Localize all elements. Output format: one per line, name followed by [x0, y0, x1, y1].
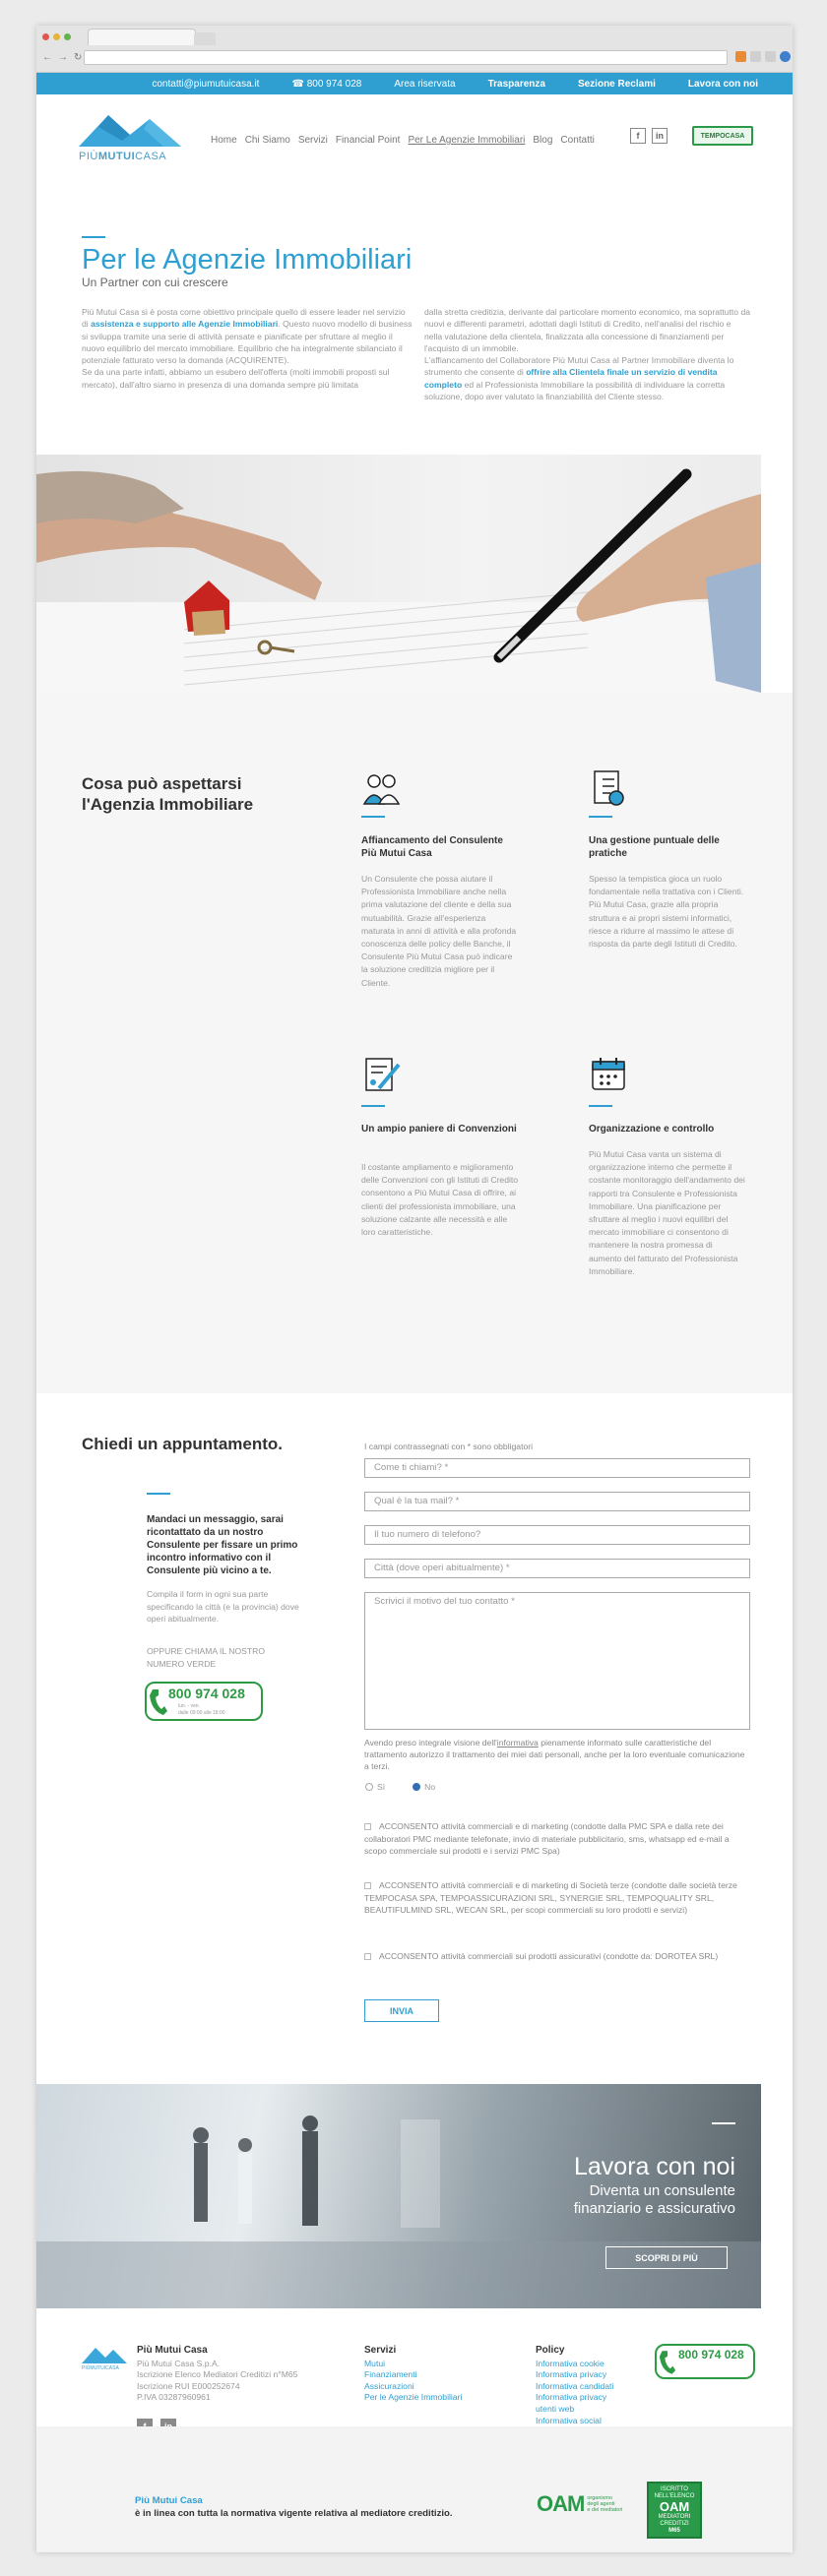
name-input[interactable]: Come ti chiami? * [364, 1458, 750, 1478]
features-heading: Cosa può aspettarsi l'Agenzia Immobiliare [82, 774, 254, 814]
calendar-icon [589, 1055, 628, 1094]
banner-title: Lavora con noi [573, 2153, 735, 2180]
privacy-link[interactable]: informativa [496, 1738, 539, 1748]
rss-icon[interactable] [735, 51, 746, 62]
nav-blog[interactable]: Blog [533, 135, 553, 146]
intro-highlight: assistenza e supporto alle Agenzie Immobiliari [91, 319, 279, 330]
footer-link[interactable]: Informativa cookie [536, 2358, 604, 2368]
feature-text: Spesso la tempistica gioca un ruolo fondamentale nella trattativa con i Clienti. Più Mutui Casa, grazie alla propria struttura e ai propri sistemi informatici, riesce a ridurre al massimo le attese di risposta da parte degli Istituti di Credito. [589, 874, 744, 950]
radio-button[interactable] [365, 1783, 373, 1791]
footer-green-number[interactable]: 800 974 028 [655, 2344, 755, 2379]
nav-servizi[interactable]: Servizi [297, 135, 328, 146]
footer-link[interactable]: Informativa social [536, 2415, 602, 2425]
nav-chi-siamo[interactable]: Chi Siamo [244, 135, 290, 146]
feature-accent-line [589, 816, 612, 818]
feature-title: Organizzazione e controllo [589, 1124, 715, 1135]
consent-third-party[interactable]: ACCONSENTO attività commerciali e di marketing di Società terze (condotte dalle società terze TEMPOCASA SPA, TEMPOASSICURAZIONI SRL, SYNERGIE SRL, TEMPOQUALITY SRL, BEAUTIFULMIND SRL, WECAN SRL, per scopi commerciali su loro prodotti e servizi) [364, 1880, 737, 1916]
phone-input[interactable]: Il tuo numero di telefono? [364, 1525, 750, 1545]
footer-link[interactable]: Per le Agenzie Immobiliari [364, 2392, 463, 2403]
feature-text: Il costante ampliamento e miglioramento delle Convenzioni con gli Istituti di Credito consentono a Più Mutui Casa di offrire, ai clienti del professionista immobiliare, una soluzione calzante alle necessità e alle loro caratteristiche. [361, 1162, 519, 1238]
contact-heading: Chiedi un appuntamento. [82, 1435, 283, 1453]
browser-nav [42, 52, 82, 63]
logo-text: PIÙMUTUICASA [79, 151, 167, 162]
feature-title: Un ampio paniere di Convenzioni [361, 1124, 517, 1135]
browser-extensions [735, 51, 791, 62]
city-input[interactable]: Città (dove operi abitualmente) * [364, 1559, 750, 1578]
browser-chrome [36, 26, 793, 73]
main-nav [211, 135, 595, 146]
browser-window [36, 26, 793, 2552]
feature-title: Affiancamento del Consulente Più Mutui Casa [361, 835, 503, 859]
careers-banner [36, 2084, 761, 2308]
extension-icon[interactable] [750, 51, 761, 62]
extension-icon[interactable] [765, 51, 776, 62]
hands-signing-illustration [36, 455, 761, 693]
contact-accent-line [147, 1493, 170, 1495]
feature-title: Una gestione puntuale delle pratiche [589, 835, 720, 859]
nav-home[interactable]: Home [211, 135, 237, 146]
tempocasa-badge[interactable]: TEMPOCASA [692, 126, 753, 146]
phone-link[interactable]: ☎ 800 974 028 [291, 78, 362, 90]
radio-no[interactable]: No [413, 1782, 435, 1792]
forward-arrow-icon[interactable]: → [58, 52, 68, 63]
title-accent-line [82, 236, 105, 238]
feature-text: Un Consulente che possa aiutare il Professionista Immobiliare anche nella prima valutazione del cliente e della sua mutuabilità. Grazie all'esperienza maturata in anni di attività e alla profonda conoscenza delle policy delle Banche, il Consulente Più Mutui Casa può indicare la soluzione creditizia migliore per il Cliente. [361, 874, 517, 988]
topbar-sezione-reclami[interactable]: Sezione Reclami [577, 78, 656, 90]
footer-link[interactable]: Mutui [364, 2358, 386, 2368]
oam-registration-badge[interactable]: ISCRITTO NELL'ELENCO OAM MEDIATORI CREDITIZI M65 [647, 2482, 702, 2539]
message-textarea[interactable]: Scrivici il motivo del tuo contatto * [364, 1592, 750, 1730]
back-arrow-icon[interactable]: ← [42, 52, 52, 63]
contract-icon [361, 1055, 401, 1094]
oam-logo[interactable]: OAM organismo degli agenti e dei mediatori [537, 2491, 623, 2516]
footer-link[interactable]: Finanziamenti [364, 2369, 417, 2380]
footer-link[interactable]: Assicurazioni [364, 2380, 414, 2391]
topbar-area-riservata[interactable]: Area riservata [394, 78, 456, 90]
discover-more-button[interactable]: SCOPRI DI PIÙ [605, 2246, 728, 2269]
feature-accent-line [361, 1105, 385, 1107]
call-us-text: OPPURE CHIAMA IL NOSTRO NUMERO VERDE [147, 1646, 266, 1669]
page-title: Per le Agenzie Immobiliari [82, 244, 413, 276]
profile-icon[interactable] [780, 51, 791, 62]
submit-button[interactable]: INVIA [364, 1999, 439, 2022]
topbar-trasparenza[interactable]: Trasparenza [487, 78, 545, 90]
footer-company: Più Mutui Casa Più Mutui Casa S.p.A. Iscrizione Elenco Mediatori Creditizi n°M65 Iscrizione RUI E000252674 P.IVA 03287960961 [137, 2345, 298, 2403]
privacy-radio-group [365, 1782, 435, 1792]
footer-link[interactable]: Informativa privacy utenti web [536, 2392, 607, 2414]
consent-checkbox[interactable] [364, 1882, 371, 1889]
required-fields-note: I campi contrassegnati con * sono obbligatori [364, 1441, 534, 1451]
phone-icon: ☎ [291, 78, 304, 90]
footer-servizi: Servizi Mutui Finanziamenti Assicurazioni Per le Agenzie Immobiliari [364, 2345, 463, 2403]
facebook-icon[interactable]: f [630, 128, 646, 144]
nav-contatti[interactable]: Contatti [560, 135, 595, 146]
feature-accent-line [361, 816, 385, 818]
intro-highlight: offrire alla Clientela finale un servizio di vendita completo [424, 367, 718, 390]
reload-icon[interactable]: ↻ [74, 52, 83, 63]
phone-handset-icon [659, 2349, 676, 2376]
header-social [630, 128, 668, 144]
consent-checkbox[interactable] [364, 1953, 371, 1960]
topbar-lavora-con-noi[interactable]: Lavora con noi [687, 78, 758, 90]
minimize-dot-icon[interactable] [53, 33, 60, 40]
radio-si[interactable]: Sì [365, 1782, 385, 1792]
contact-instructions: Compila il form in ogni sua parte specificando la città (e la provincia) dove operi abitualmente. [147, 1589, 299, 1624]
privacy-statement: Avendo preso integrale visione dell'informativa pienamente informato sulle caratteristiche del trattamento autorizzo il trattamento dei miei dati personali, anche per la loro eventuale comunicazione a terzi. [364, 1738, 745, 1771]
compliance-text: Più Mutui Casa è in linea con tutta la normativa vigente relativa al mediatore creditizio. [135, 2495, 453, 2519]
page-subtitle: Un Partner con cui crescere [82, 276, 228, 289]
nav-agenzie-immobiliari[interactable]: Per Le Agenzie Immobiliari [408, 135, 526, 146]
checklist-icon [589, 768, 628, 808]
contact-lead: Mandaci un messaggio, sarai ricontattato da un nostro Consulente per fissare un primo incontro informativo con il Consulente più vicino a te. [147, 1514, 298, 1576]
banner-subtitle: Diventa un consulente finanziario e assicurativo [573, 2182, 735, 2217]
browser-tab[interactable] [88, 29, 196, 45]
nav-financial-point[interactable]: Financial Point [335, 135, 401, 146]
close-dot-icon[interactable] [42, 33, 49, 40]
window-controls[interactable] [42, 33, 71, 40]
hero-image [36, 455, 761, 693]
intro-column-left: Più Mutui Casa si è posta come obiettivo principale quello di essere leader nel servizio di assistenza e supporto alle Agenzie Immobiliari. Questo nuovo modello di business si sviluppa tramite una serie di attività pensate e pianificate per sfruttare al meglio il nuovo equilibrio del mercato immobiliare. Equilibrio che ha integralmente sbilanciato il potenziale fatturato verso la domanda (ACQUIRENTE). Se da una parte infatti, abbiamo un esubero dell'offerta (molti immobili proposti sul mercato), dall'altro siamo in presenza di una domanda sempre più limitata [82, 307, 413, 390]
site-logo[interactable] [79, 109, 181, 164]
footer-logo-text: PIÙMUTUICASA [82, 2365, 119, 2371]
footer-logo-icon[interactable] [82, 2344, 127, 2365]
consent-insurance[interactable]: ACCONSENTO attività commerciali sui prodotti assicurativi (condotte da: DOROTEA SRL) [364, 1950, 750, 1963]
feature-accent-line [589, 1105, 612, 1107]
feature-text: Più Mutui Casa vanta un sistema di organizzazione interno che permette il costante monitoraggio dell'andamento dei rapporti tra Consulente e Professionista Immobiliare. Una pianificazione per sfruttare al meglio i nuovi equilibri del mercato immobiliare ci consentono di mantenere la nostra promessa di aumento del fatturato del Professionista Immobiliare. [589, 1149, 745, 1276]
footer-link[interactable]: Informativa candidati [536, 2380, 614, 2391]
new-tab-button[interactable] [194, 32, 216, 45]
intro-column-right: dalla stretta creditizia, derivante dal particolare momento economico, ma soprattutto da nuovi e differenti parametri, adottati dagli Istituti di Credito, nell'analisi del rischio e nella valutazione della clientela, finalizzata alla concessione di finanziamenti per l'acquisto di un immobile. L'affiancamento del Collaboratore Più Mutui Casa al Partner Immobiliare diventa lo strumento che consente di offrire alla Clientela finale un servizio di vendita completo ed al Professionista Immobiliare la possibilità di individuare la corretta soluzione, dopo aver valutato la finanziabilità del Cliente stesso. [424, 307, 751, 402]
email-input[interactable]: Qual è la tua mail? * [364, 1492, 750, 1511]
maximize-dot-icon[interactable] [64, 33, 71, 40]
footer-policy: Policy Informativa cookie Informativa privacy Informativa candidati Informativa privacy utenti web Informativa social [536, 2345, 624, 2438]
logo-roof-icon [79, 109, 181, 149]
radio-button-selected[interactable] [413, 1783, 420, 1791]
footer-link[interactable]: Informativa privacy [536, 2369, 607, 2380]
email-link[interactable]: contatti@piumutuicasa.it [152, 78, 260, 90]
linkedin-icon[interactable]: in [652, 128, 668, 144]
consultants-icon [361, 768, 401, 808]
green-number-badge[interactable]: 800 974 028 lun. - ven. dalle 09:00 alle 18:00 [145, 1682, 263, 1721]
top-bar [36, 73, 793, 94]
phone-handset-icon [149, 1687, 168, 1717]
consent-checkbox[interactable] [364, 1823, 371, 1830]
consent-marketing[interactable]: ACCONSENTO attività commerciali e di marketing (condotte dalla PMC SPA e dalla rete dei collaboratori PMC mediante telefonate, invio di materiale pubblicitario, sms, whatsapp ed e-mail a scopo commerciale sui prodotti e i servizi PMC Spa) [364, 1821, 730, 1857]
address-bar[interactable] [84, 50, 728, 65]
